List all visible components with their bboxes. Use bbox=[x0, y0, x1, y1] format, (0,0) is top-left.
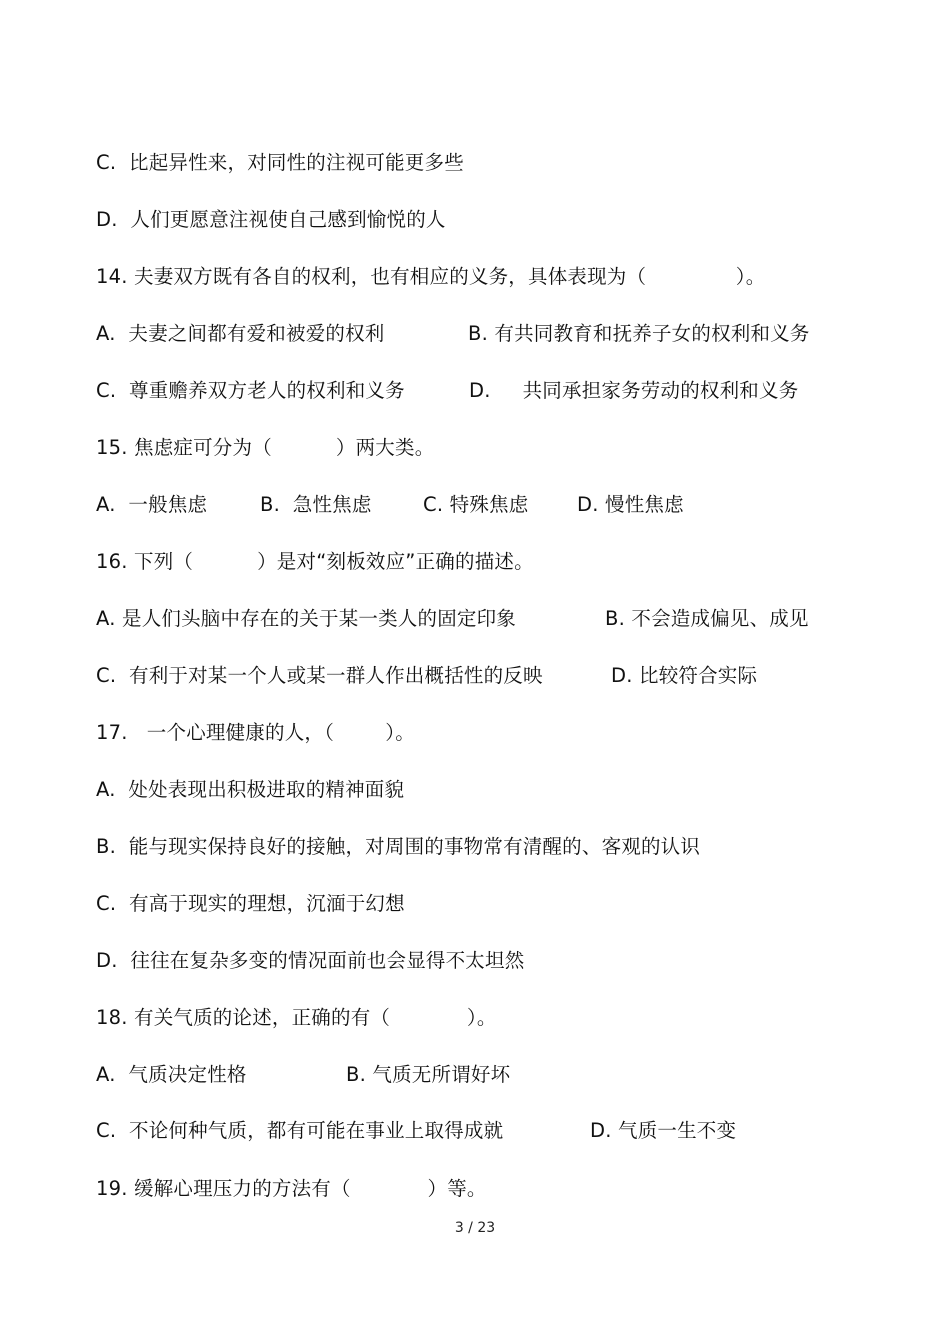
option-text: A. 处处表现出积极进取的精神面貌 bbox=[96, 778, 405, 801]
question-text: 17. 一个心理健康的人，（ ）。 bbox=[96, 721, 415, 744]
options-15 bbox=[96, 490, 684, 520]
option-d: D. 比较符合实际 bbox=[611, 664, 758, 687]
question-text: 15. 焦虑症可分为（ ）两大类。 bbox=[96, 436, 435, 459]
option-17c bbox=[96, 889, 405, 919]
option-b: B. 有共同教育和抚养子女的权利和义务 bbox=[468, 322, 810, 345]
option-17b bbox=[96, 832, 701, 862]
option-17d bbox=[96, 946, 525, 976]
options-14-cd bbox=[96, 376, 799, 406]
option-text: D. 人们更愿意注视使自己感到愉悦的人 bbox=[96, 208, 446, 231]
options-16-ab bbox=[96, 604, 809, 634]
option-b: B. 气质无所谓好坏 bbox=[346, 1063, 511, 1086]
option-a: A. 是人们头脑中存在的关于某一类人的固定印象 bbox=[96, 607, 516, 630]
question-18 bbox=[96, 1003, 497, 1033]
question-17 bbox=[96, 718, 415, 748]
option-c: C. 尊重赡养双方老人的权利和义务 bbox=[96, 379, 405, 402]
question-text: 18. 有关气质的论述，正确的有（ ）。 bbox=[96, 1006, 497, 1029]
option-text: C. 有高于现实的理想，沉湎于幻想 bbox=[96, 892, 405, 915]
question-16 bbox=[96, 547, 534, 577]
option-d: D. 共同承担家务劳动的权利和义务 bbox=[469, 379, 799, 402]
option-text: C. 比起异性来，对同性的注视可能更多些 bbox=[96, 151, 464, 174]
option-b: B. 不会造成偏见、成见 bbox=[605, 607, 809, 630]
options-16-cd bbox=[96, 661, 758, 691]
option-a: A. 一般焦虑 bbox=[96, 493, 208, 516]
option-b: B. 急性焦虑 bbox=[260, 493, 372, 516]
options-18-ab bbox=[96, 1060, 511, 1090]
page-number: 3 / 23 bbox=[454, 1220, 496, 1236]
question-15 bbox=[96, 433, 435, 463]
option-13c bbox=[96, 148, 464, 178]
question-text: 16. 下列（ ）是对“刻板效应”正确的描述。 bbox=[96, 550, 534, 573]
option-13d bbox=[96, 205, 446, 235]
option-text: D. 往往在复杂多变的情况面前也会显得不太坦然 bbox=[96, 949, 525, 972]
option-a: A. 气质决定性格 bbox=[96, 1063, 247, 1086]
option-c: C. 不论何种气质，都有可能在事业上取得成就 bbox=[96, 1119, 504, 1142]
question-text: 14. 夫妻双方既有各自的权利，也有相应的义务，具体表现为（ ）。 bbox=[96, 265, 766, 288]
option-c: C. 特殊焦虑 bbox=[423, 493, 529, 516]
question-text: 19. 缓解心理压力的方法有（ ）等。 bbox=[96, 1177, 487, 1200]
option-text: B. 能与现实保持良好的接触，对周围的事物常有清醒的、客观的认识 bbox=[96, 835, 701, 858]
option-d: D. 气质一生不变 bbox=[590, 1119, 737, 1142]
option-d: D. 慢性焦虑 bbox=[577, 493, 684, 516]
option-c: C. 有利于对某一个人或某一群人作出概括性的反映 bbox=[96, 664, 543, 687]
question-19 bbox=[96, 1174, 487, 1204]
options-14-ab bbox=[96, 319, 810, 349]
options-18-cd bbox=[96, 1116, 737, 1146]
question-14 bbox=[96, 262, 766, 292]
option-a: A. 夫妻之间都有爱和被爱的权利 bbox=[96, 322, 385, 345]
option-17a bbox=[96, 775, 405, 805]
